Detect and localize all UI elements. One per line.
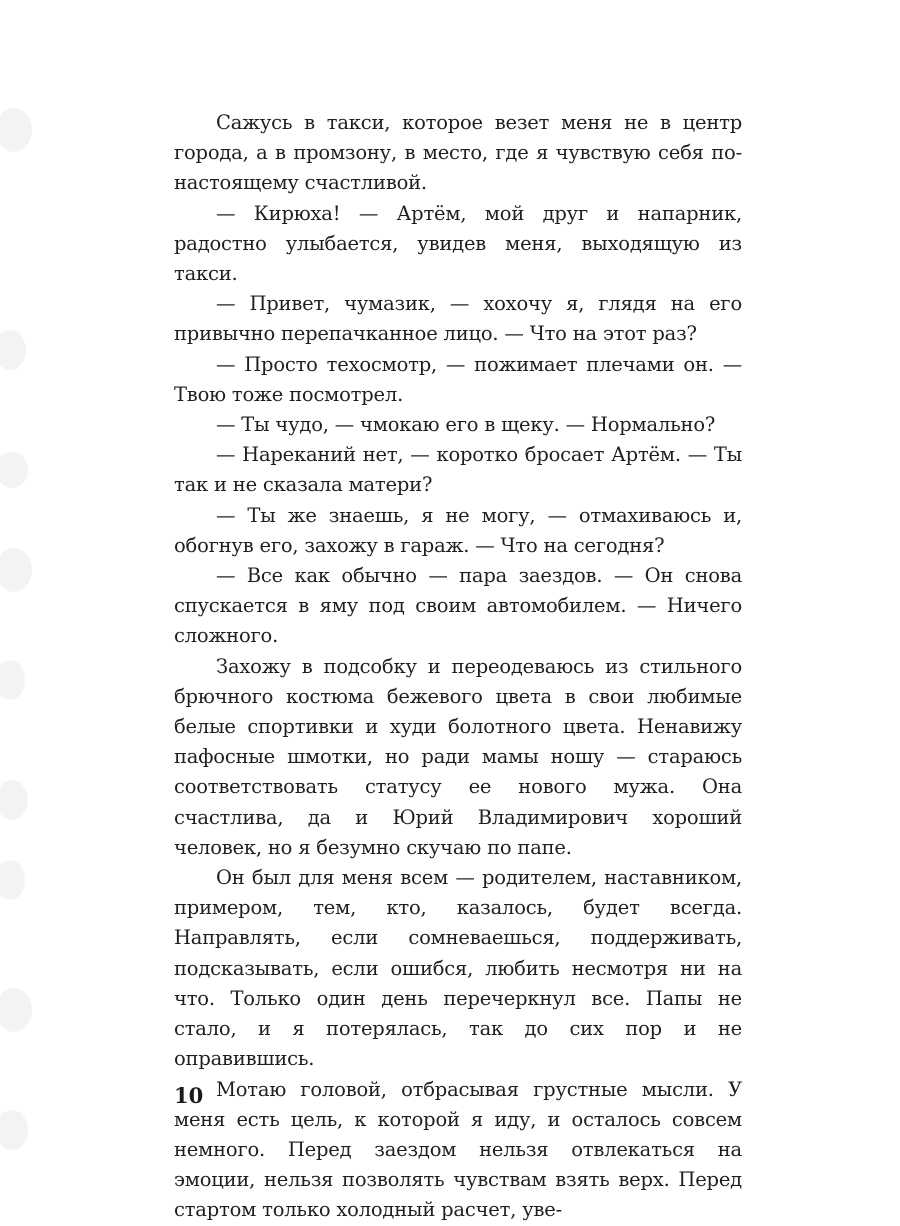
paragraph: — Нареканий нет, — коротко бросает Артём. — Ты так и не сказала матери? xyxy=(174,443,742,497)
paragraph: Он был для меня всем — родителем, наставником, примером, тем, кто, казалось, будет всегда. Направлять, если сомневаешься, поддерживать, подсказывать, если ошибся, любить несмотря ни на что. Только один день перечеркнул все. Папы не стало, и я потерялась, так до сих пор и не оправившись. xyxy=(174,866,742,1071)
page-edge-shadows xyxy=(0,0,60,1200)
paragraph: Захожу в подсобку и переодеваюсь из стильного брючного костюма бежевого цвета в свои любимые белые спортивки и худи болотного цвета. Ненавижу пафосные шмотки, но ради мамы ношу — стараюсь соответствовать статусу ее нового мужа. Она счастлива, да и Юрий Владимирович хороший человек, но я безумно скучаю по папе. xyxy=(174,654,742,859)
paragraph: Мотаю головой, отбрасывая грустные мысли. У меня есть цель, к которой я иду, и осталось совсем немного. Перед заездом нельзя отвлекаться на эмоции, нельзя позволять чувствам взять верх. Перед стартом только холодный расчет, уве- xyxy=(174,1077,742,1222)
body-text xyxy=(174,108,742,1226)
paragraph: — Просто техосмотр, — пожимает плечами он. — Твою тоже посмотрел. xyxy=(174,352,742,406)
paragraph: — Все как обычно — пара заездов. — Он снова спускается в яму под своим автомобилем. — Ничего сложного. xyxy=(174,564,742,648)
paragraph: — Ты чудо, — чмокаю его в щеку. — Нормально? xyxy=(216,413,716,437)
page-number: 10 xyxy=(174,1083,204,1108)
paragraph: Сажусь в такси, которое везет меня не в центр города, а в промзону, в место, где я чувствую себя по-настоящему счастливой. xyxy=(174,111,742,195)
paragraph: — Привет, чумазик, — хохочу я, глядя на его привычно перепачканное лицо. — Что на этот раз? xyxy=(174,292,742,346)
paragraph: — Кирюха! — Артём, мой друг и напарник, радостно улыбается, увидев меня, выходящую из такси. xyxy=(174,201,742,286)
paragraph: — Ты же знаешь, я не могу, — отмахиваюсь и, обогнув его, захожу в гараж. — Что на сегодня? xyxy=(174,503,742,557)
